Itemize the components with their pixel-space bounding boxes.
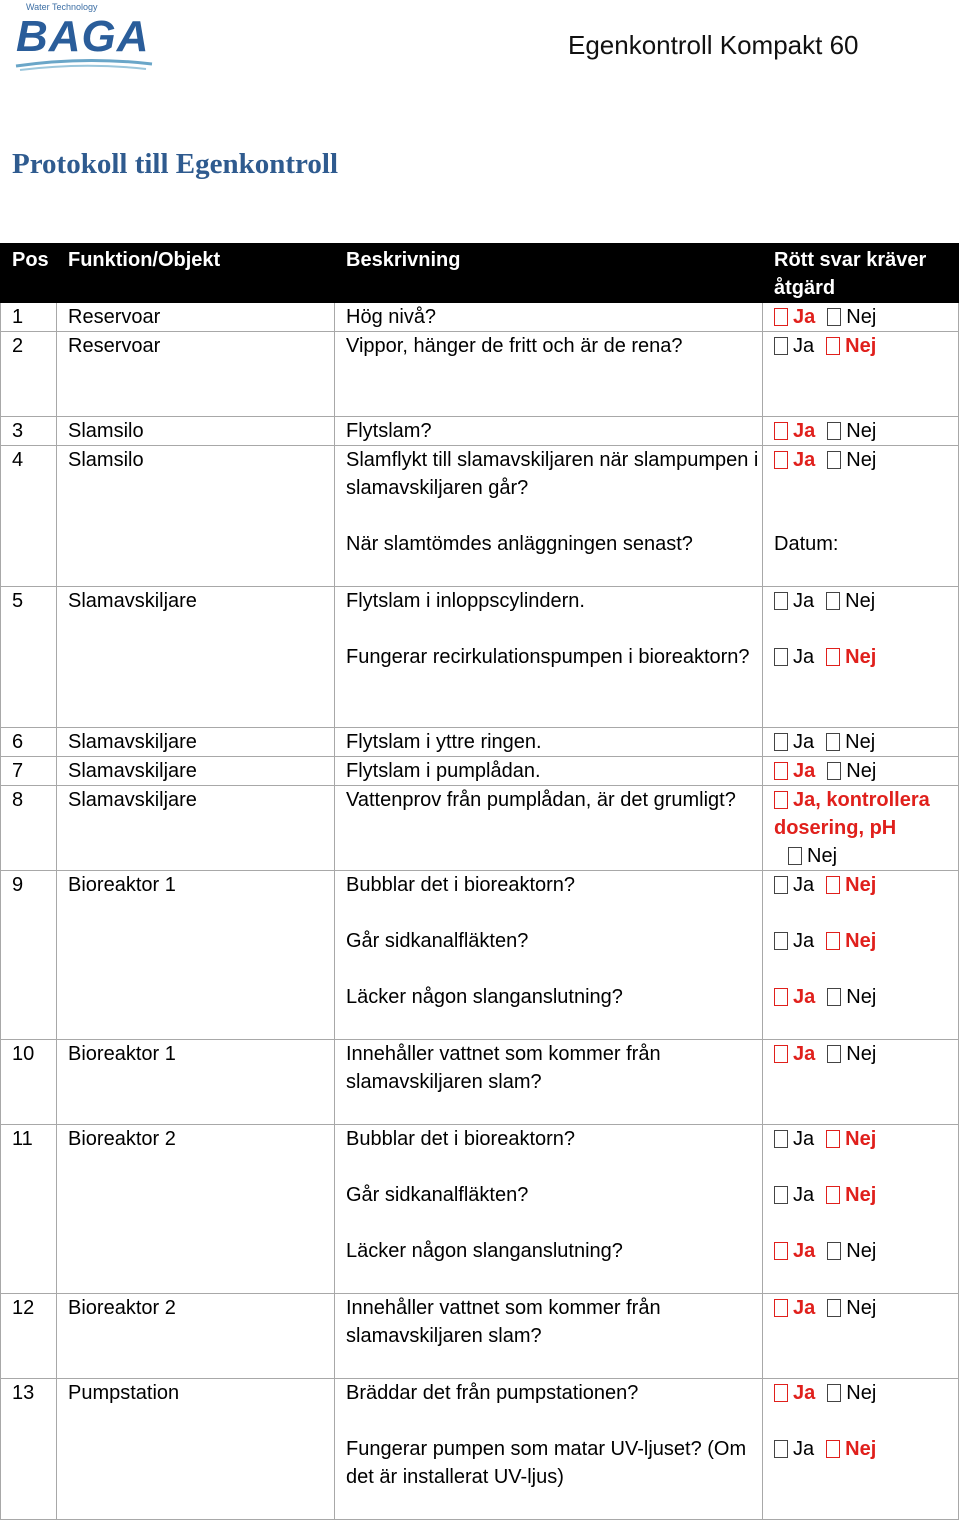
row-description (335, 871, 763, 1040)
description-text: Innehåller vattnet som kommer från slamavskiljaren slam? (346, 1297, 661, 1347)
checkbox-label: Nej (845, 874, 877, 896)
checkbox-ja-kontrollera[interactable] (774, 786, 958, 842)
checkbox-ja[interactable] (774, 1382, 815, 1404)
checkbox-label: Ja (793, 1043, 816, 1065)
checkbox-ja[interactable] (774, 1297, 815, 1319)
column-header-description: Beskrivning (335, 244, 763, 303)
row-answer (763, 786, 959, 871)
answer-options (774, 1040, 958, 1096)
row-description (335, 757, 763, 786)
checkbox-ja[interactable] (774, 731, 814, 753)
answer-options (774, 1294, 958, 1350)
checkbox-nej[interactable] (774, 842, 958, 870)
row-pos: 2 (1, 332, 57, 417)
checkbox-label: Ja (793, 731, 815, 753)
row-answer (763, 303, 959, 332)
row-pos: 7 (1, 757, 57, 786)
checkbox-icon (774, 1186, 788, 1204)
page-heading: Protokoll till Egenkontroll (12, 148, 339, 180)
baga-logo (14, 2, 154, 74)
table-row (1, 446, 959, 587)
row-pos: 5 (1, 587, 57, 728)
checkbox-label: Nej (846, 986, 877, 1008)
row-object: Slamavskiljare (57, 587, 335, 728)
checkbox-icon (774, 308, 788, 326)
logo-tagline: Water Technology (26, 2, 98, 12)
checkbox-nej[interactable] (827, 1382, 876, 1404)
row-description (335, 728, 763, 757)
checkbox-icon (774, 876, 788, 894)
checkbox-label: Nej (845, 1184, 877, 1206)
answer-options (774, 643, 958, 699)
checkbox-icon (826, 876, 840, 894)
checkbox-icon (774, 1384, 788, 1402)
checkbox-nej[interactable] (826, 590, 875, 612)
checkbox-icon (774, 648, 788, 666)
checkbox-nej[interactable] (827, 1297, 876, 1319)
checkbox-label: Ja (793, 335, 815, 357)
description-text: Innehåller vattnet som kommer från slamavskiljaren slam? (346, 1043, 661, 1093)
row-answer (763, 417, 959, 446)
description-text: Flytslam? (346, 420, 432, 442)
answer-options (774, 446, 958, 502)
row-description (335, 303, 763, 332)
checkbox-label: Nej (846, 420, 877, 442)
checkbox-nej[interactable] (827, 986, 876, 1008)
protocol-table (0, 243, 959, 1520)
row-object: Slamavskiljare (57, 757, 335, 786)
table-row (1, 1125, 959, 1294)
checkbox-icon (774, 988, 788, 1006)
checkbox-icon (774, 1299, 788, 1317)
row-answer (763, 446, 959, 587)
checkbox-label: Ja (793, 1128, 815, 1150)
description-text: Fungerar recirkulationspumpen i bioreaktorn? (346, 646, 750, 668)
column-header-pos: Pos (1, 244, 57, 303)
checkbox-icon (788, 847, 802, 865)
checkbox-label: Ja (793, 1184, 815, 1206)
logo-wordmark: BAGA (16, 12, 150, 61)
answer-options (774, 417, 958, 445)
row-pos: 10 (1, 1040, 57, 1125)
checkbox-ja[interactable] (774, 1438, 814, 1460)
checkbox-ja[interactable] (774, 760, 815, 782)
checkbox-ja[interactable] (774, 1184, 814, 1206)
checkbox-label: Nej (845, 335, 877, 357)
checkbox-icon (774, 422, 788, 440)
row-object: Slamsilo (57, 446, 335, 587)
checkbox-ja[interactable] (774, 306, 815, 328)
row-answer (763, 587, 959, 728)
row-answer (763, 1040, 959, 1125)
description-text: Bräddar det från pumpstationen? (346, 1382, 639, 1404)
checkbox-icon (826, 932, 840, 950)
checkbox-icon (826, 1440, 840, 1458)
checkbox-label: Nej (845, 646, 877, 668)
checkbox-nej[interactable] (826, 1184, 876, 1206)
answer-options (774, 786, 958, 870)
row-pos: 3 (1, 417, 57, 446)
checkbox-icon (774, 733, 788, 751)
checkbox-icon (827, 1242, 841, 1260)
row-answer (763, 1379, 959, 1520)
checkbox-label: Ja (793, 1240, 816, 1262)
description-text: Bubblar det i bioreaktorn? (346, 874, 576, 896)
row-object: Pumpstation (57, 1379, 335, 1520)
checkbox-label: Ja (793, 449, 816, 471)
row-pos: 8 (1, 786, 57, 871)
checkbox-nej[interactable] (827, 420, 876, 442)
answer-options (774, 871, 958, 899)
table-row (1, 786, 959, 871)
row-object: Bioreaktor 1 (57, 1040, 335, 1125)
checkbox-ja[interactable] (774, 449, 815, 471)
answer-options (774, 728, 958, 756)
answer-options (774, 983, 958, 1011)
row-object: Slamsilo (57, 417, 335, 446)
description-text: Vippor, hänger de fritt och är de rena? (346, 335, 683, 357)
answer-options (774, 332, 958, 388)
description-text: När slamtömdes anläggningen senast? (346, 533, 693, 555)
table-body (1, 303, 959, 1520)
checkbox-icon (774, 791, 788, 809)
date-label: Datum: (774, 533, 839, 555)
description-text: Slamflykt till slamavskiljaren när slampumpen i slamavskiljaren går? (346, 449, 759, 499)
checkbox-nej[interactable] (827, 306, 876, 328)
answer-options (774, 587, 958, 615)
checkbox-ja[interactable] (774, 1128, 814, 1150)
checkbox-label: Nej (845, 930, 877, 952)
checkbox-icon (827, 762, 841, 780)
checkbox-label: Ja (793, 874, 815, 896)
table-row (1, 303, 959, 332)
row-object: Slamavskiljare (57, 786, 335, 871)
checkbox-ja[interactable] (774, 646, 814, 668)
row-description (335, 1040, 763, 1125)
row-description (335, 446, 763, 587)
checkbox-label: Nej (846, 1297, 877, 1319)
row-answer (763, 757, 959, 786)
row-description (335, 786, 763, 871)
checkbox-icon (827, 1045, 841, 1063)
table-header-row (1, 244, 959, 303)
table-row (1, 1294, 959, 1379)
checkbox-label: Nej (846, 306, 877, 328)
table-row (1, 757, 959, 786)
checkbox-icon (826, 733, 840, 751)
checkbox-nej[interactable] (827, 1043, 876, 1065)
checkbox-label: Nej (845, 1438, 877, 1460)
row-description (335, 1294, 763, 1379)
row-pos: 11 (1, 1125, 57, 1294)
checkbox-ja[interactable] (774, 930, 814, 952)
answer-options (774, 1237, 958, 1265)
checkbox-icon (774, 1242, 788, 1260)
table-row (1, 728, 959, 757)
description-text: Går sidkanalfläkten? (346, 930, 529, 952)
checkbox-label: Ja (793, 1438, 815, 1460)
row-pos: 6 (1, 728, 57, 757)
row-description (335, 587, 763, 728)
table-row (1, 332, 959, 417)
description-text: Flytslam i inloppscylindern. (346, 590, 585, 612)
checkbox-icon (774, 1130, 788, 1148)
row-pos: 9 (1, 871, 57, 1040)
checkbox-ja[interactable] (774, 1043, 815, 1065)
checkbox-icon (826, 1186, 840, 1204)
table-row (1, 1040, 959, 1125)
checkbox-label: Ja (793, 646, 815, 668)
checkbox-label: Nej (846, 1382, 877, 1404)
row-answer (763, 1125, 959, 1294)
answer-options (774, 1181, 958, 1209)
checkbox-ja[interactable] (774, 420, 815, 442)
checkbox-icon (774, 451, 788, 469)
checkbox-icon (826, 1130, 840, 1148)
table-row (1, 871, 959, 1040)
row-description (335, 1125, 763, 1294)
checkbox-ja[interactable] (774, 335, 814, 357)
row-answer (763, 1294, 959, 1379)
answer-options (774, 927, 958, 955)
checkbox-label: Nej (846, 449, 877, 471)
row-description (335, 1379, 763, 1520)
column-header-action: Rött svar kräver åtgärd (763, 244, 959, 303)
checkbox-icon (827, 451, 841, 469)
checkbox-icon (827, 1384, 841, 1402)
checkbox-icon (774, 337, 788, 355)
table-row (1, 417, 959, 446)
checkbox-label: Ja (793, 1382, 816, 1404)
checkbox-icon (827, 422, 841, 440)
checkbox-label: Ja (793, 420, 816, 442)
description-text: Hög nivå? (346, 306, 437, 328)
checkbox-icon (774, 592, 788, 610)
row-description (335, 332, 763, 417)
checkbox-label: Nej (846, 760, 877, 782)
checkbox-icon (774, 1440, 788, 1458)
row-object: Bioreaktor 2 (57, 1294, 335, 1379)
description-text: Läcker någon slanganslutning? (346, 986, 623, 1008)
checkbox-nej[interactable] (826, 874, 876, 896)
row-answer (763, 728, 959, 757)
description-text: Flytslam i yttre ringen. (346, 731, 542, 753)
row-pos: 4 (1, 446, 57, 587)
description-text: Bubblar det i bioreaktorn? (346, 1128, 576, 1150)
checkbox-nej[interactable] (826, 1128, 876, 1150)
checkbox-label: Ja (793, 590, 815, 612)
row-object: Bioreaktor 2 (57, 1125, 335, 1294)
row-answer (763, 871, 959, 1040)
row-pos: 1 (1, 303, 57, 332)
checkbox-ja[interactable] (774, 590, 814, 612)
checkbox-nej[interactable] (826, 335, 876, 357)
checkbox-nej[interactable] (827, 760, 876, 782)
row-pos: 12 (1, 1294, 57, 1379)
checkbox-label: Ja (793, 1297, 816, 1319)
row-object: Reservoar (57, 332, 335, 417)
table-row (1, 587, 959, 728)
row-object: Reservoar (57, 303, 335, 332)
answer-options (774, 1125, 958, 1153)
description-text: Läcker någon slanganslutning? (346, 1240, 623, 1262)
checkbox-label: Nej (846, 1240, 877, 1262)
row-object: Bioreaktor 1 (57, 871, 335, 1040)
row-pos: 13 (1, 1379, 57, 1520)
checkbox-nej[interactable] (826, 930, 876, 952)
column-header-object: Funktion/Objekt (57, 244, 335, 303)
checkbox-label: Ja (793, 306, 816, 328)
checkbox-ja[interactable] (774, 874, 814, 896)
checkbox-icon (774, 1045, 788, 1063)
checkbox-nej[interactable] (827, 449, 876, 471)
table-row (1, 1379, 959, 1520)
checkbox-label: Nej (845, 590, 876, 612)
checkbox-icon (774, 762, 788, 780)
description-text: Går sidkanalfläkten? (346, 1184, 529, 1206)
checkbox-icon (827, 308, 841, 326)
checkbox-nej[interactable] (826, 1438, 876, 1460)
document-title: Egenkontroll Kompakt 60 (568, 30, 859, 60)
answer-options (774, 303, 958, 331)
checkbox-icon (826, 337, 840, 355)
checkbox-label: Ja (793, 986, 816, 1008)
checkbox-label: Nej (807, 845, 838, 867)
answer-options (774, 530, 958, 558)
checkbox-icon (774, 932, 788, 950)
checkbox-icon (826, 592, 840, 610)
row-description (335, 417, 763, 446)
checkbox-nej[interactable] (826, 731, 875, 753)
description-text: Fungerar pumpen som matar UV-ljuset? (Om det är installerat UV-ljus) (346, 1438, 747, 1488)
checkbox-ja[interactable] (774, 986, 815, 1008)
checkbox-label: Nej (845, 1128, 877, 1150)
checkbox-label: Ja (793, 760, 816, 782)
row-answer (763, 332, 959, 417)
answer-options (774, 1435, 958, 1491)
checkbox-label: Nej (845, 731, 876, 753)
answer-options (774, 757, 958, 785)
checkbox-nej[interactable] (827, 1240, 876, 1262)
checkbox-label: Ja (793, 930, 815, 952)
description-text: Vattenprov från pumplådan, är det grumligt? (346, 789, 736, 811)
answer-options (774, 1379, 958, 1407)
checkbox-icon (827, 988, 841, 1006)
checkbox-label: Nej (846, 1043, 877, 1065)
description-text: Flytslam i pumplådan. (346, 760, 541, 782)
checkbox-nej[interactable] (826, 646, 876, 668)
row-object: Slamavskiljare (57, 728, 335, 757)
checkbox-ja[interactable] (774, 1240, 815, 1262)
checkbox-icon (826, 648, 840, 666)
checkbox-icon (827, 1299, 841, 1317)
checkbox-label: Ja, kontrollera dosering, pH (774, 789, 930, 839)
